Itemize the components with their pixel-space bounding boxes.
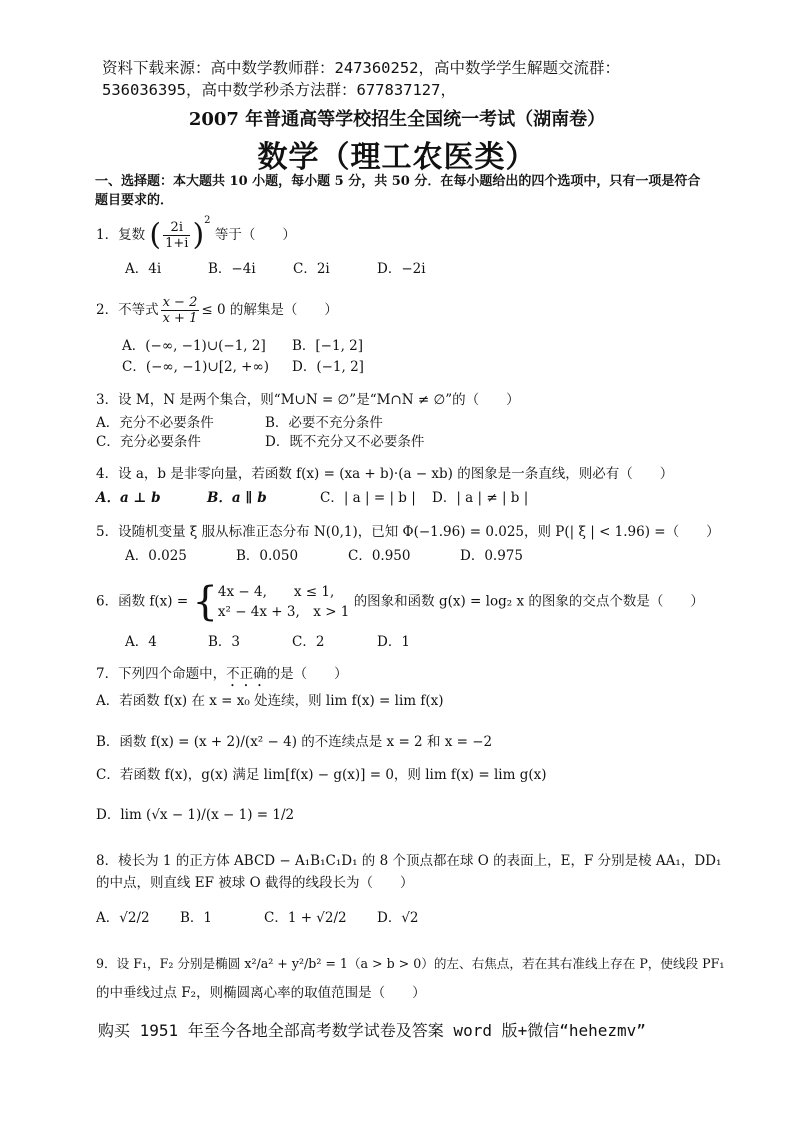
q2-option-c: C．(−∞, −1)∪[2, +∞) <box>122 359 269 375</box>
q6-option-b: B．3 <box>208 634 241 650</box>
q7-option-c: C．若函数 f(x)，g(x) 满足 lim[f(x) − g(x)] = 0，则 lim f(x) = lim g(x) <box>96 767 547 783</box>
question-9-line-1: 9．设 F₁，F₂ 分别是椭圆 x²/a² + y²/b² = 1（a > b > 0）的左、右焦点，若在其右准线上存在 P，使线段 PF₁ <box>96 956 725 971</box>
source-line-1: 资料下载来源：高中数学教师群：247360252，高中数学学生解题交流群： <box>102 59 620 77</box>
source-line-2: 536036395，高中数学秒杀方法群：677837127， <box>102 81 456 99</box>
question-9-line-2: 的中垂线过点 F₂，则椭圆离心率的取值范围是（ ） <box>96 985 426 1001</box>
q1-option-b: B．−4i <box>208 261 256 277</box>
q4-option-a: A．a ⊥ b <box>96 490 161 506</box>
question-3: 3．设 M，N 是两个集合，则“M∪N = ∅”是“M∩N ≠ ∅”的（ ） <box>96 392 520 408</box>
q2-option-b: B．[−1, 2] <box>292 338 364 354</box>
q5-option-b: B．0.050 <box>236 548 299 564</box>
q2-numerator: x − 2 <box>162 295 198 310</box>
exam-title: 2007 年普通高等学校招生全国统一考试（湖南卷） <box>188 109 606 130</box>
q7-stem-post: 的是（ ） <box>266 666 348 682</box>
q2-denominator: x + 1 <box>162 311 198 326</box>
q1-numerator: 2i <box>163 220 190 236</box>
question-1 <box>96 212 296 251</box>
q6-option-c: C．2 <box>292 634 325 650</box>
q2-fraction <box>161 295 200 326</box>
q2-option-a: A．(−∞, −1)∪(−1, 2] <box>122 338 266 354</box>
question-2 <box>96 295 338 326</box>
q1-option-a: A．4i <box>125 261 162 277</box>
q7-option-a: A．若函数 f(x) 在 x = x₀ 处连续，则 lim f(x) = lim f(x) <box>96 693 444 709</box>
question-6 <box>96 579 704 625</box>
q6-case-1: 4x − 4, x ≤ 1, <box>217 584 335 600</box>
subject-title: 数学（理工农医类） <box>257 140 537 175</box>
q2-stem-post: ≤ 0 的解集是（ ） <box>201 302 338 318</box>
question-8-line-2: 的中点，则直线 EF 被球 O 截得的线段长为（ ） <box>96 875 414 891</box>
q4-option-c: C．| a | = | b | <box>320 490 416 506</box>
q2-option-d: D．(−1, 2] <box>292 359 364 375</box>
q6-stem-pre: 6．函数 f(x) = <box>96 593 189 610</box>
q1-denominator: 1+i <box>165 236 189 251</box>
q3-option-a: A．充分不必要条件 <box>96 415 214 431</box>
q3-option-c: C．充分必要条件 <box>96 434 201 450</box>
q1-left-paren: ( <box>149 217 162 253</box>
q2-stem-pre: 2．不等式 <box>96 302 159 318</box>
q6-stem-post: 的图象和函数 g(x) = log₂ x 的图象的交点个数是（ ） <box>353 593 704 610</box>
q8-option-c: C．1 + √2/2 <box>264 910 347 926</box>
question-7 <box>96 665 348 690</box>
q8-option-b: B．1 <box>180 910 213 926</box>
section-1-instructions: 一、选择题：本大题共 10 小题，每小题 5 分，共 50 分．在每小题给出的四个选项中，只有一项是符合题目要求的． <box>95 174 701 208</box>
q5-option-a: A．0.025 <box>125 548 187 564</box>
q7-stem-pre: 7．下列四个命题中， <box>96 666 227 682</box>
footer-ad: 购买 1951 年至今各地全部高考数学试卷及答案 word 版+微信“hehezmv” <box>98 1021 646 1040</box>
q3-option-d: D．既不充分又不必要条件 <box>265 434 425 450</box>
q1-power: 2 <box>204 215 211 226</box>
question-8-line-1: 8．棱长为 1 的正方体 ABCD − A₁B₁C₁D₁ 的 8 个顶点都在球 O 的表面上，E，F 分别是棱 AA₁，DD₁ <box>96 853 722 869</box>
q7-stem-emphasis: 不正确 <box>226 666 267 682</box>
q6-brace: { <box>192 579 218 625</box>
q1-right-paren: ) <box>192 217 205 253</box>
q1-option-c: C．2i <box>293 261 330 277</box>
q4-option-b: B．a ∥ b <box>207 490 267 506</box>
question-5: 5．设随机变量 ξ 服从标准正态分布 N(0,1)，已知 Φ(−1.96) = 0.025，则 P(| ξ | < 1.96) =（ ） <box>96 524 720 540</box>
source-header <box>102 57 702 101</box>
question-4: 4．设 a，b 是非零向量，若函数 f(x) = (xa + b)·(a − xb) 的图象是一条直线，则必有（ ） <box>96 466 674 482</box>
q4-option-d: D．| a | ≠ | b | <box>432 490 529 506</box>
q8-option-d: D．√2 <box>377 910 419 926</box>
q5-option-d: D．0.975 <box>460 548 523 564</box>
q6-case-2: x² − 4x + 3, x > 1 <box>217 604 350 620</box>
q1-stem-post: 等于（ ） <box>214 227 296 243</box>
q1-stem-pre: 1．复数 <box>96 227 146 243</box>
q5-option-c: C．0.950 <box>348 548 411 564</box>
q7-option-b: B．函数 f(x) = (x + 2)/(x² − 4) 的不连续点是 x = 2 和 x = −2 <box>96 734 493 750</box>
q8-option-a: A．√2/2 <box>96 910 150 926</box>
q1-fraction <box>163 220 190 251</box>
q6-option-d: D．1 <box>377 634 410 650</box>
q1-option-d: D．−2i <box>377 261 426 277</box>
q3-option-b: B．必要不充分条件 <box>265 415 383 431</box>
q6-cases <box>218 582 350 622</box>
q6-option-a: A．4 <box>125 634 157 650</box>
q7-option-d: D．lim (√x − 1)/(x − 1) = 1/2 <box>96 807 295 823</box>
